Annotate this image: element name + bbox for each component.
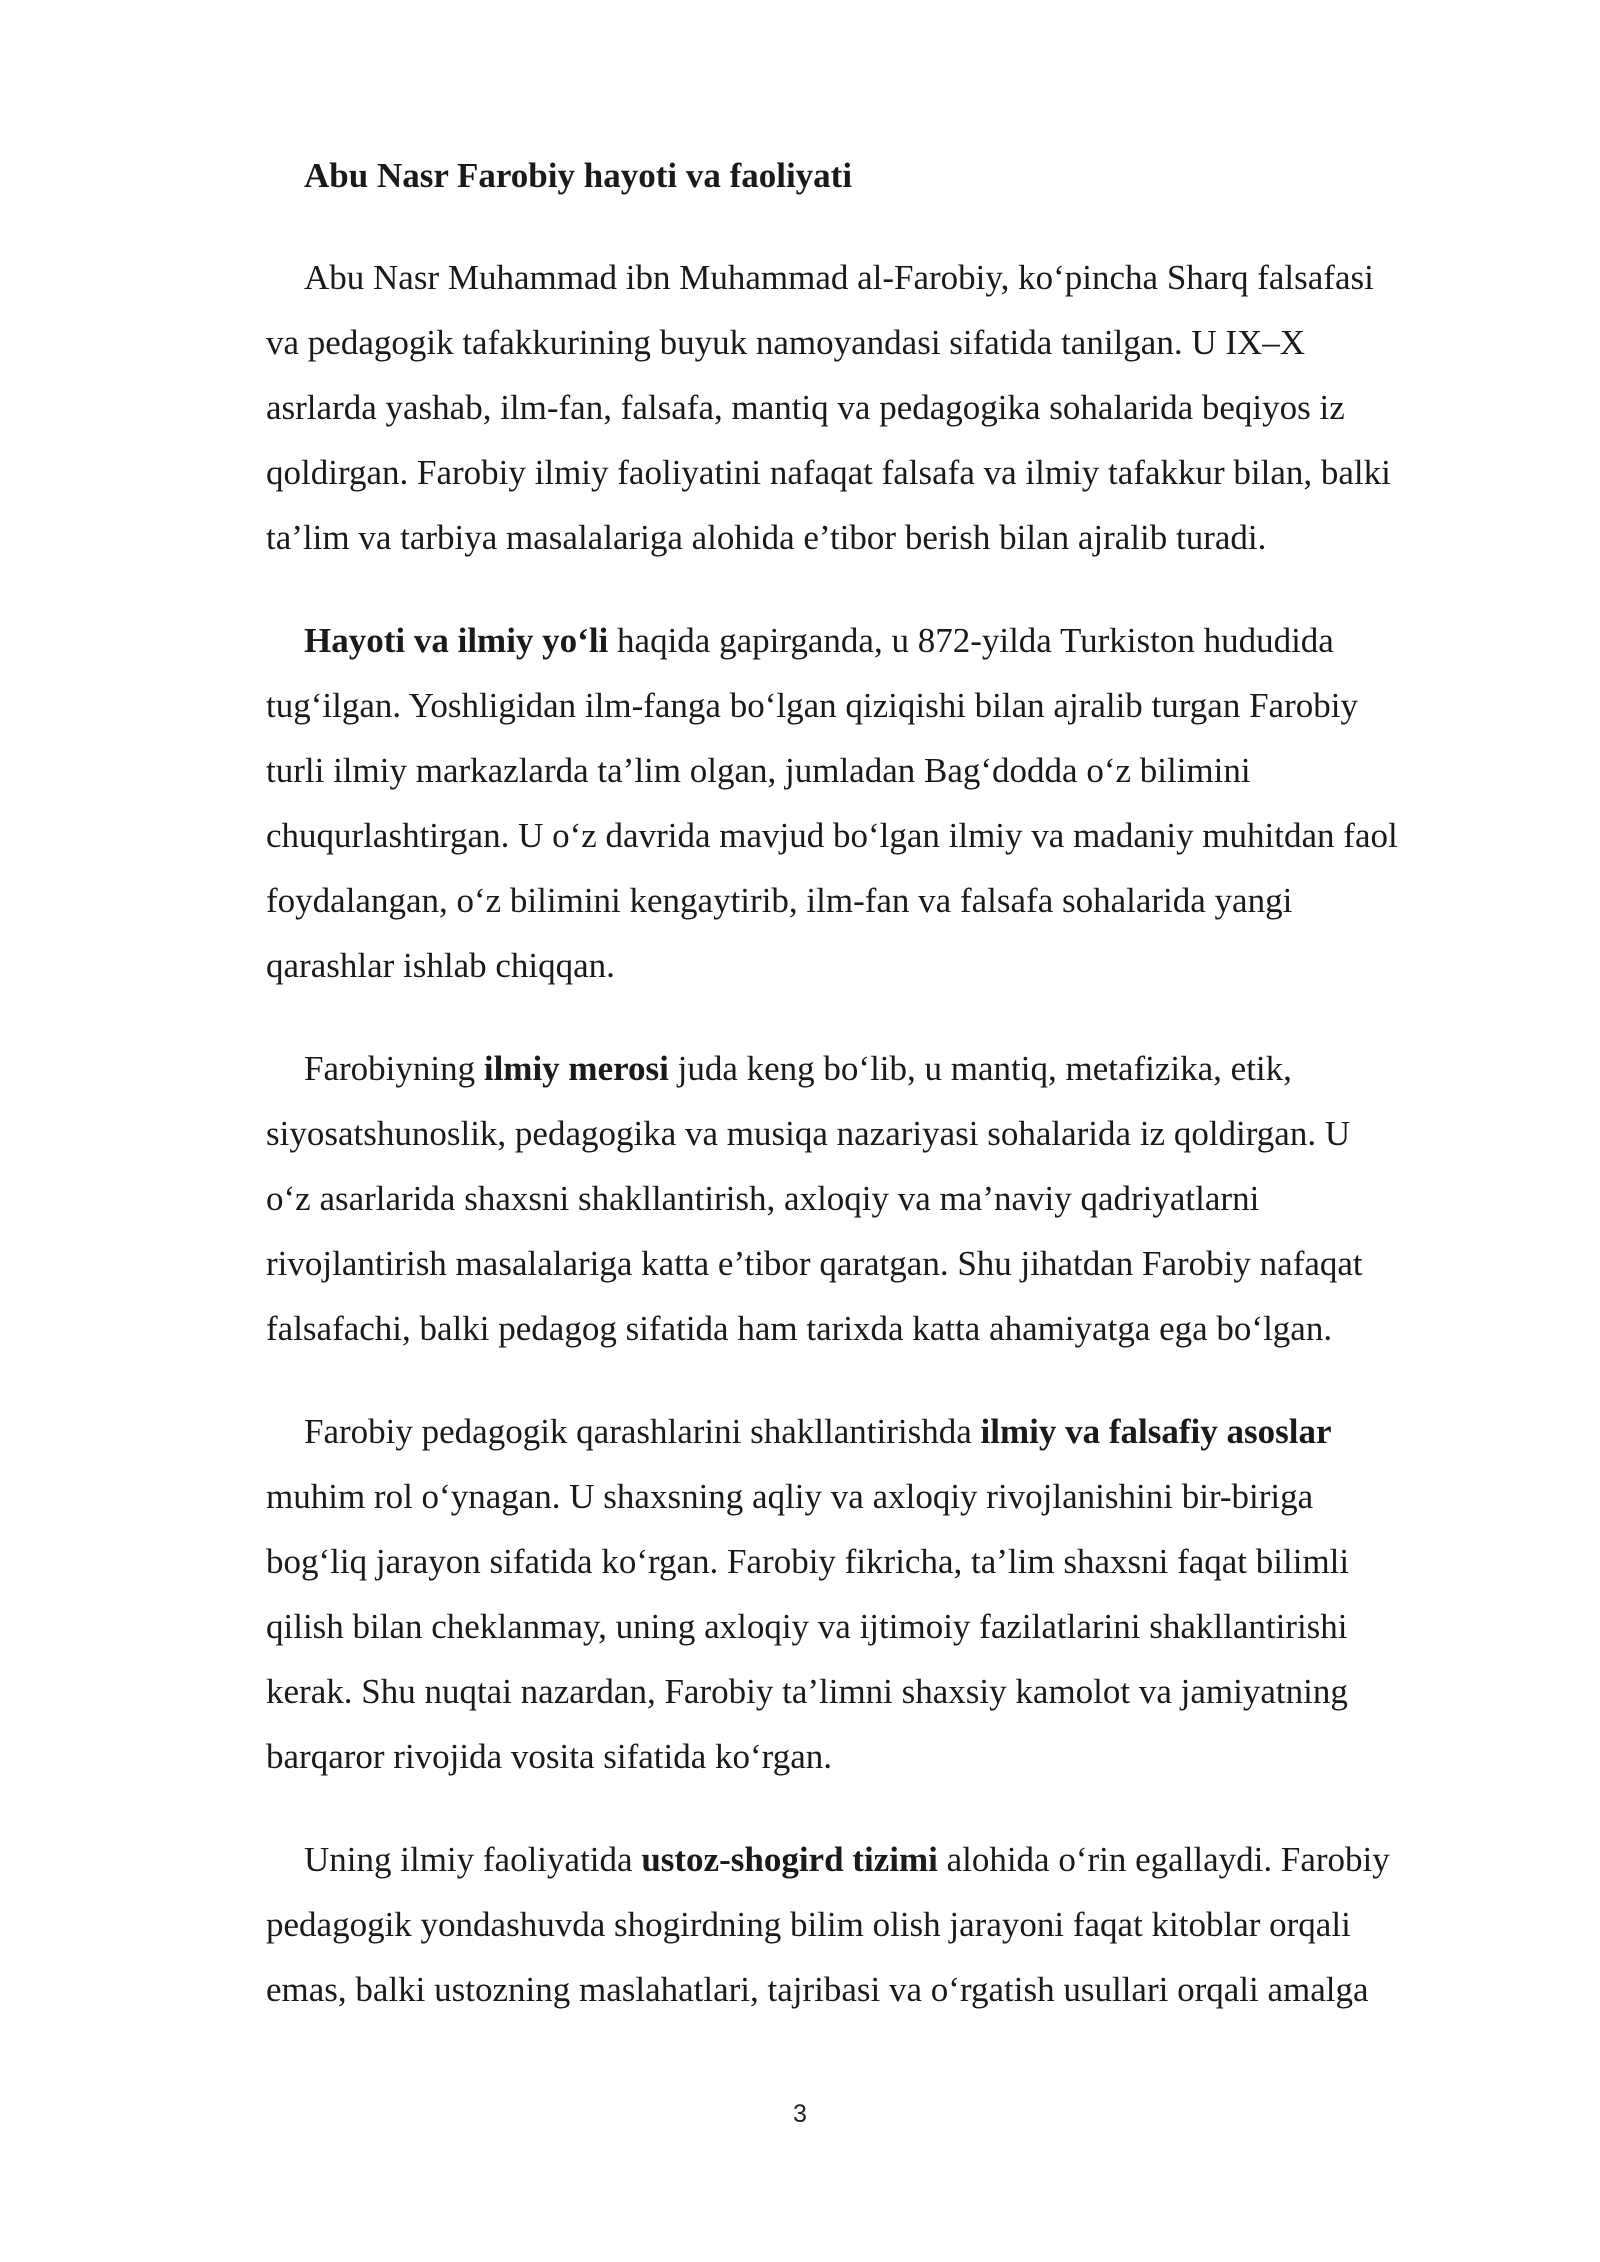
line-text: juda keng bo‘lib, u mantiq, metafizika, etik, xyxy=(668,1049,1292,1088)
paragraph-line: siyosatshunoslik, pedagogika va musiqa nazariyasi sohalarida iz qoldirgan. U xyxy=(266,1114,1351,1153)
paragraph-line xyxy=(266,1827,1486,1892)
paragraph-line xyxy=(266,1036,1486,1101)
paragraph-line: barqaror rivojida vosita sifatida ko‘rgan. xyxy=(266,1737,832,1776)
section-heading: Abu Nasr Farobiy hayoti va faoliyati xyxy=(304,156,853,195)
line-text: Farobiyning xyxy=(304,1049,484,1088)
paragraph-line: emas, balki ustozning maslahatlari, tajribasi va o‘rgatish usullari orqali amalga xyxy=(266,1970,1369,2009)
bold-term: ilmiy merosi xyxy=(483,1049,669,1088)
paragraph-line: Abu Nasr Muhammad ibn Muhammad al-Farobiy, ko‘pincha Sharq falsafasi xyxy=(304,258,1374,297)
bold-term: ilmiy va falsafiy asoslar xyxy=(980,1412,1332,1451)
line-text: alohida o‘rin egallaydi. Farobiy xyxy=(937,1840,1390,1879)
page-number: 3 xyxy=(793,2100,807,2128)
paragraph-line: kerak. Shu nuqtai nazardan, Farobiy ta’limni shaxsiy kamolot va jamiyatning xyxy=(266,1672,1348,1711)
paragraph-line: asrlarda yashab, ilm-fan, falsafa, mantiq va pedagogika sohalarida beqiyos iz xyxy=(266,388,1345,427)
paragraph-line: pedagogik yondashuvda shogirdning bilim olish jarayoni faqat kitoblar orqali xyxy=(266,1905,1351,1944)
paragraph-line: o‘z asarlarida shaxsni shakllantirish, axloqiy va ma’naviy qadriyatlarni xyxy=(266,1179,1260,1218)
paragraph-line: bog‘liq jarayon sifatida ko‘rgan. Farobiy fikricha, ta’lim shaxsni faqat bilimli xyxy=(266,1542,1350,1581)
paragraph-line: qoldirgan. Farobiy ilmiy faoliyatini nafaqat falsafa va ilmiy tafakkur bilan, balki xyxy=(266,453,1391,492)
paragraph-line: chuqurlashtirgan. U o‘z davrida mavjud bo‘lgan ilmiy va madaniy muhitdan faol xyxy=(266,816,1398,855)
bold-term: ustoz-shogird tizimi xyxy=(641,1840,938,1879)
paragraph-line xyxy=(266,1399,1486,1464)
line-text: Uning ilmiy faoliyatida xyxy=(304,1840,642,1879)
paragraph-line: tug‘ilgan. Yoshligidan ilm-fanga bo‘lgan qiziqishi bilan ajralib turgan Farobiy xyxy=(266,686,1358,725)
paragraph-legacy xyxy=(266,1036,1486,1361)
paragraph-line: rivojlantirish masalalariga katta e’tibor qaratgan. Shu jihatdan Farobiy nafaqat xyxy=(266,1244,1363,1283)
paragraph-line: muhim rol o‘ynagan. U shaxsning aqliy va axloqiy rivojlanishini bir-biriga xyxy=(266,1477,1314,1516)
line-text: haqida gapirganda, u 872-yilda Turkiston hududida xyxy=(608,621,1334,660)
paragraph-life xyxy=(266,608,1486,998)
paragraph-line: qilish bilan cheklanmay, uning axloqiy va ijtimoiy fazilatlarini shakllantirishi xyxy=(266,1607,1348,1646)
paragraph-line: foydalangan, o‘z bilimini kengaytirib, ilm-fan va falsafa sohalarida yangi xyxy=(266,881,1293,920)
line-text: Farobiy pedagogik qarashlarini shakllantirishda xyxy=(304,1412,981,1451)
paragraph-line: ta’lim va tarbiya masalalariga alohida e’tibor berish bilan ajralib turadi. xyxy=(266,518,1267,557)
document-page xyxy=(266,148,1486,2060)
paragraph-intro xyxy=(266,245,1486,570)
paragraph-mentorship xyxy=(266,1827,1486,2022)
paragraph-line: qarashlar ishlab chiqqan. xyxy=(266,946,615,985)
paragraph-line: va pedagogik tafakkurining buyuk namoyandasi sifatida tanilgan. U IX–X xyxy=(266,323,1306,362)
paragraph-line: turli ilmiy markazlarda ta’lim olgan, jumladan Bag‘dodda o‘z bilimini xyxy=(266,751,1251,790)
paragraph-line xyxy=(266,608,1486,673)
bold-term: Hayoti va ilmiy yo‘li xyxy=(304,621,609,660)
paragraph-line: falsafachi, balki pedagog sifatida ham tarixda katta ahamiyatga ega bo‘lgan. xyxy=(266,1309,1333,1348)
paragraph-foundations xyxy=(266,1399,1486,1789)
